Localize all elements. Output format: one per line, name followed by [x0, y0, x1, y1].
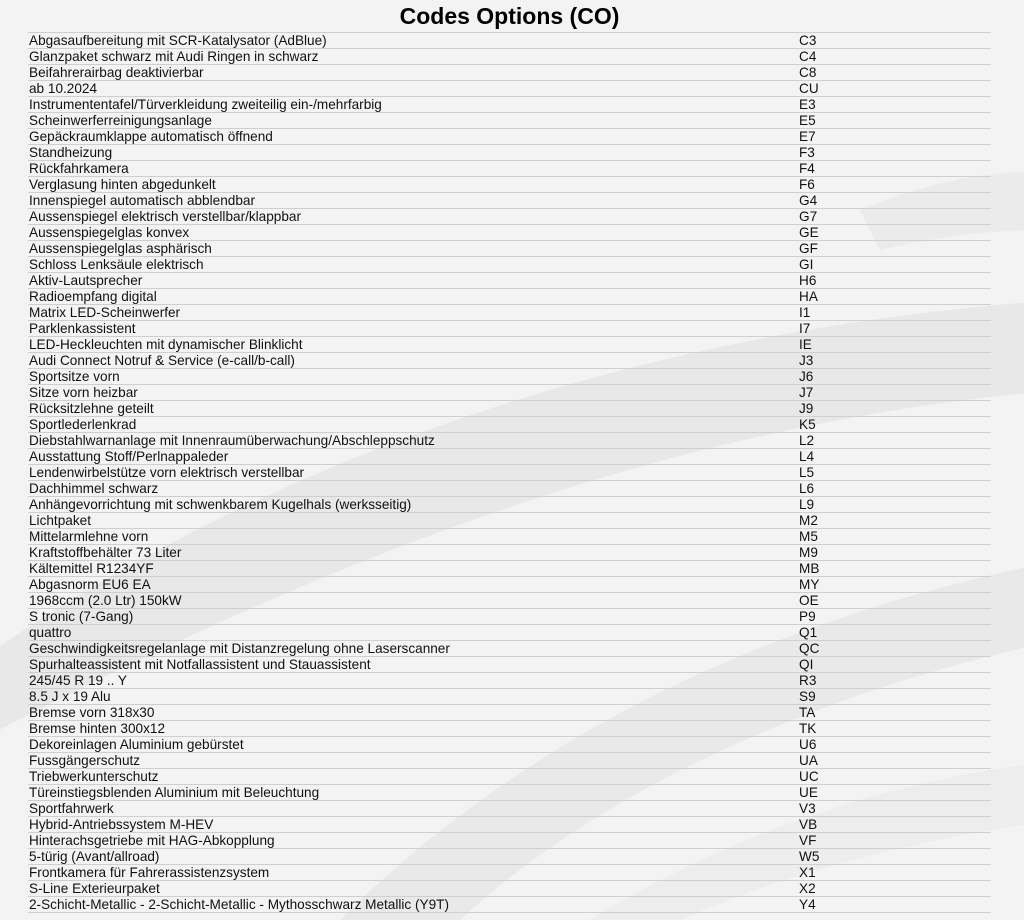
- table-row: [28, 193, 991, 209]
- option-description: Lendenwirbelstütze vorn elektrisch verstellbar: [28, 465, 798, 481]
- table-row: [28, 545, 991, 561]
- option-description: Geschwindigkeitsregelanlage mit Distanzregelung ohne Laserscanner: [28, 641, 798, 657]
- option-description: Schloss Lenksäule elektrisch: [28, 257, 798, 273]
- table-row: [28, 225, 991, 241]
- table-row: [28, 337, 991, 353]
- option-code: OE: [798, 593, 991, 609]
- table-row: [28, 353, 991, 369]
- table-row: [28, 817, 991, 833]
- table-row: [28, 577, 991, 593]
- option-description: Sportlederlenkrad: [28, 417, 798, 433]
- option-description: Anhängevorrichtung mit schwenkbarem Kugelhals (werksseitig): [28, 497, 798, 513]
- option-description: Radioempfang digital: [28, 289, 798, 305]
- option-code: P9: [798, 609, 991, 625]
- option-code: E5: [798, 113, 991, 129]
- table-row: [28, 417, 991, 433]
- option-code: F3: [798, 145, 991, 161]
- table-row: [28, 81, 991, 97]
- option-description: Gepäckraumklappe automatisch öffnend: [28, 129, 798, 145]
- option-code: U6: [798, 737, 991, 753]
- option-code: UE: [798, 785, 991, 801]
- option-code: TA: [798, 705, 991, 721]
- table-row: [28, 401, 991, 417]
- table-row: [28, 321, 991, 337]
- option-description: Spurhalteassistent mit Notfallassistent und Stauassistent: [28, 657, 798, 673]
- option-code: H6: [798, 273, 991, 289]
- option-code: F6: [798, 177, 991, 193]
- option-description: Innenspiegel automatisch abblendbar: [28, 193, 798, 209]
- table-row: [28, 257, 991, 273]
- option-description: Aussenspiegelglas konvex: [28, 225, 798, 241]
- table-row: [28, 801, 991, 817]
- option-code: F4: [798, 161, 991, 177]
- option-code: R3: [798, 673, 991, 689]
- option-description: LED-Heckleuchten mit dynamischer Blinklicht: [28, 337, 798, 353]
- option-description: Aussenspiegel elektrisch verstellbar/klappbar: [28, 209, 798, 225]
- option-description: Sportsitze vorn: [28, 369, 798, 385]
- option-description: Ausstattung Stoff/Perlnappaleder: [28, 449, 798, 465]
- option-description: Scheinwerferreinigungsanlage: [28, 113, 798, 129]
- table-row: [28, 673, 991, 689]
- option-description: Abgasaufbereitung mit SCR-Katalysator (AdBlue): [28, 33, 798, 49]
- option-description: Frontkamera für Fahrerassistenzsystem: [28, 865, 798, 881]
- option-description: Dekoreinlagen Aluminium gebürstet: [28, 737, 798, 753]
- codes-table-body: [28, 33, 991, 913]
- option-description: Kältemittel R1234YF: [28, 561, 798, 577]
- table-row: [28, 561, 991, 577]
- table-row: [28, 865, 991, 881]
- option-description: Lichtpaket: [28, 513, 798, 529]
- table-row: [28, 433, 991, 449]
- option-code: MB: [798, 561, 991, 577]
- table-row: [28, 529, 991, 545]
- option-code: GE: [798, 225, 991, 241]
- table-row: [28, 833, 991, 849]
- option-code: E7: [798, 129, 991, 145]
- option-description: Bremse vorn 318x30: [28, 705, 798, 721]
- option-code: MY: [798, 577, 991, 593]
- option-code: L9: [798, 497, 991, 513]
- page-title: Codes Options (CO): [399, 3, 620, 29]
- option-code: J3: [798, 353, 991, 369]
- option-description: 5-türig (Avant/allroad): [28, 849, 798, 865]
- option-description: Mittelarmlehne vorn: [28, 529, 798, 545]
- table-row: [28, 209, 991, 225]
- option-description: 245/45 R 19 .. Y: [28, 673, 798, 689]
- option-description: Standheizung: [28, 145, 798, 161]
- option-description: Fussgängerschutz: [28, 753, 798, 769]
- option-code: L6: [798, 481, 991, 497]
- option-code: J7: [798, 385, 991, 401]
- option-code: IE: [798, 337, 991, 353]
- option-description: Verglasung hinten abgedunkelt: [28, 177, 798, 193]
- option-description: Matrix LED-Scheinwerfer: [28, 305, 798, 321]
- option-code: E3: [798, 97, 991, 113]
- option-description: Bremse hinten 300x12: [28, 721, 798, 737]
- table-row: [28, 641, 991, 657]
- table-row: [28, 721, 991, 737]
- option-code: J6: [798, 369, 991, 385]
- option-code: QI: [798, 657, 991, 673]
- table-row: [28, 145, 991, 161]
- table-row: [28, 177, 991, 193]
- option-description: Triebwerkunterschutz: [28, 769, 798, 785]
- table-row: [28, 593, 991, 609]
- table-row: [28, 497, 991, 513]
- option-description: Parklenkassistent: [28, 321, 798, 337]
- option-code: W5: [798, 849, 991, 865]
- option-code: X2: [798, 881, 991, 897]
- option-description: Aussenspiegelglas asphärisch: [28, 241, 798, 257]
- table-row: [28, 385, 991, 401]
- option-description: 8.5 J x 19 Alu: [28, 689, 798, 705]
- option-description: Kraftstoffbehälter 73 Liter: [28, 545, 798, 561]
- option-description: Hinterachsgetriebe mit HAG-Abkopplung: [28, 833, 798, 849]
- option-code: M5: [798, 529, 991, 545]
- table-row: [28, 241, 991, 257]
- option-code: VB: [798, 817, 991, 833]
- option-description: Instrumententafel/Türverkleidung zweiteilig ein-/mehrfarbig: [28, 97, 798, 113]
- option-code: GF: [798, 241, 991, 257]
- option-code: G7: [798, 209, 991, 225]
- option-code: UA: [798, 753, 991, 769]
- option-code: HA: [798, 289, 991, 305]
- table-row: [28, 113, 991, 129]
- option-code: Q1: [798, 625, 991, 641]
- option-code: M2: [798, 513, 991, 529]
- option-code: M9: [798, 545, 991, 561]
- table-row: [28, 657, 991, 673]
- table-row: [28, 129, 991, 145]
- table-row: [28, 465, 991, 481]
- option-code: X1: [798, 865, 991, 881]
- option-description: S tronic (7-Gang): [28, 609, 798, 625]
- table-row: [28, 97, 991, 113]
- table-row: [28, 273, 991, 289]
- option-description: Aktiv-Lautsprecher: [28, 273, 798, 289]
- option-code: C4: [798, 49, 991, 65]
- table-row: [28, 897, 991, 913]
- option-description: quattro: [28, 625, 798, 641]
- option-description: Diebstahlwarnanlage mit Innenraumüberwachung/Abschleppschutz: [28, 433, 798, 449]
- option-description: Rücksitzlehne geteilt: [28, 401, 798, 417]
- table-row: [28, 481, 991, 497]
- table-row: [28, 769, 991, 785]
- option-code: J9: [798, 401, 991, 417]
- option-code: V3: [798, 801, 991, 817]
- option-code: I7: [798, 321, 991, 337]
- codes-options-table: [28, 32, 991, 913]
- option-code: VF: [798, 833, 991, 849]
- option-code: GI: [798, 257, 991, 273]
- option-description: Sitze vorn heizbar: [28, 385, 798, 401]
- option-description: 1968ccm (2.0 Ltr) 150kW: [28, 593, 798, 609]
- table-row: [28, 689, 991, 705]
- option-description: Hybrid-Antriebssystem M-HEV: [28, 817, 798, 833]
- option-description: Sportfahrwerk: [28, 801, 798, 817]
- option-code: K5: [798, 417, 991, 433]
- table-row: [28, 161, 991, 177]
- option-code: S9: [798, 689, 991, 705]
- table-row: [28, 65, 991, 81]
- table-row: [28, 513, 991, 529]
- table-row: [28, 785, 991, 801]
- table-row: [28, 705, 991, 721]
- option-description: Glanzpaket schwarz mit Audi Ringen in schwarz: [28, 49, 798, 65]
- table-row: [28, 849, 991, 865]
- option-code: G4: [798, 193, 991, 209]
- option-description: Audi Connect Notruf & Service (e-call/b-call): [28, 353, 798, 369]
- option-code: TK: [798, 721, 991, 737]
- table-row: [28, 369, 991, 385]
- table-row: [28, 33, 991, 49]
- table-row: [28, 49, 991, 65]
- option-code: L2: [798, 433, 991, 449]
- option-description: Beifahrerairbag deaktivierbar: [28, 65, 798, 81]
- option-code: QC: [798, 641, 991, 657]
- table-row: [28, 737, 991, 753]
- option-description: ab 10.2024: [28, 81, 798, 97]
- table-row: [28, 625, 991, 641]
- option-code: CU: [798, 81, 991, 97]
- option-code: C3: [798, 33, 991, 49]
- table-row: [28, 289, 991, 305]
- option-code: UC: [798, 769, 991, 785]
- option-description: S-Line Exterieurpaket: [28, 881, 798, 897]
- table-row: [28, 753, 991, 769]
- option-code: L4: [798, 449, 991, 465]
- table-row: [28, 609, 991, 625]
- option-description: Rückfahrkamera: [28, 161, 798, 177]
- option-description: Dachhimmel schwarz: [28, 481, 798, 497]
- option-code: L5: [798, 465, 991, 481]
- table-row: [28, 881, 991, 897]
- option-code: C8: [798, 65, 991, 81]
- table-row: [28, 305, 991, 321]
- option-description: Türeinstiegsblenden Aluminium mit Beleuchtung: [28, 785, 798, 801]
- option-code: I1: [798, 305, 991, 321]
- table-row: [28, 449, 991, 465]
- option-description: Abgasnorm EU6 EA: [28, 577, 798, 593]
- option-description: 2-Schicht-Metallic - 2-Schicht-Metallic - Mythosschwarz Metallic (Y9T): [28, 897, 798, 913]
- option-code: Y4: [798, 897, 991, 913]
